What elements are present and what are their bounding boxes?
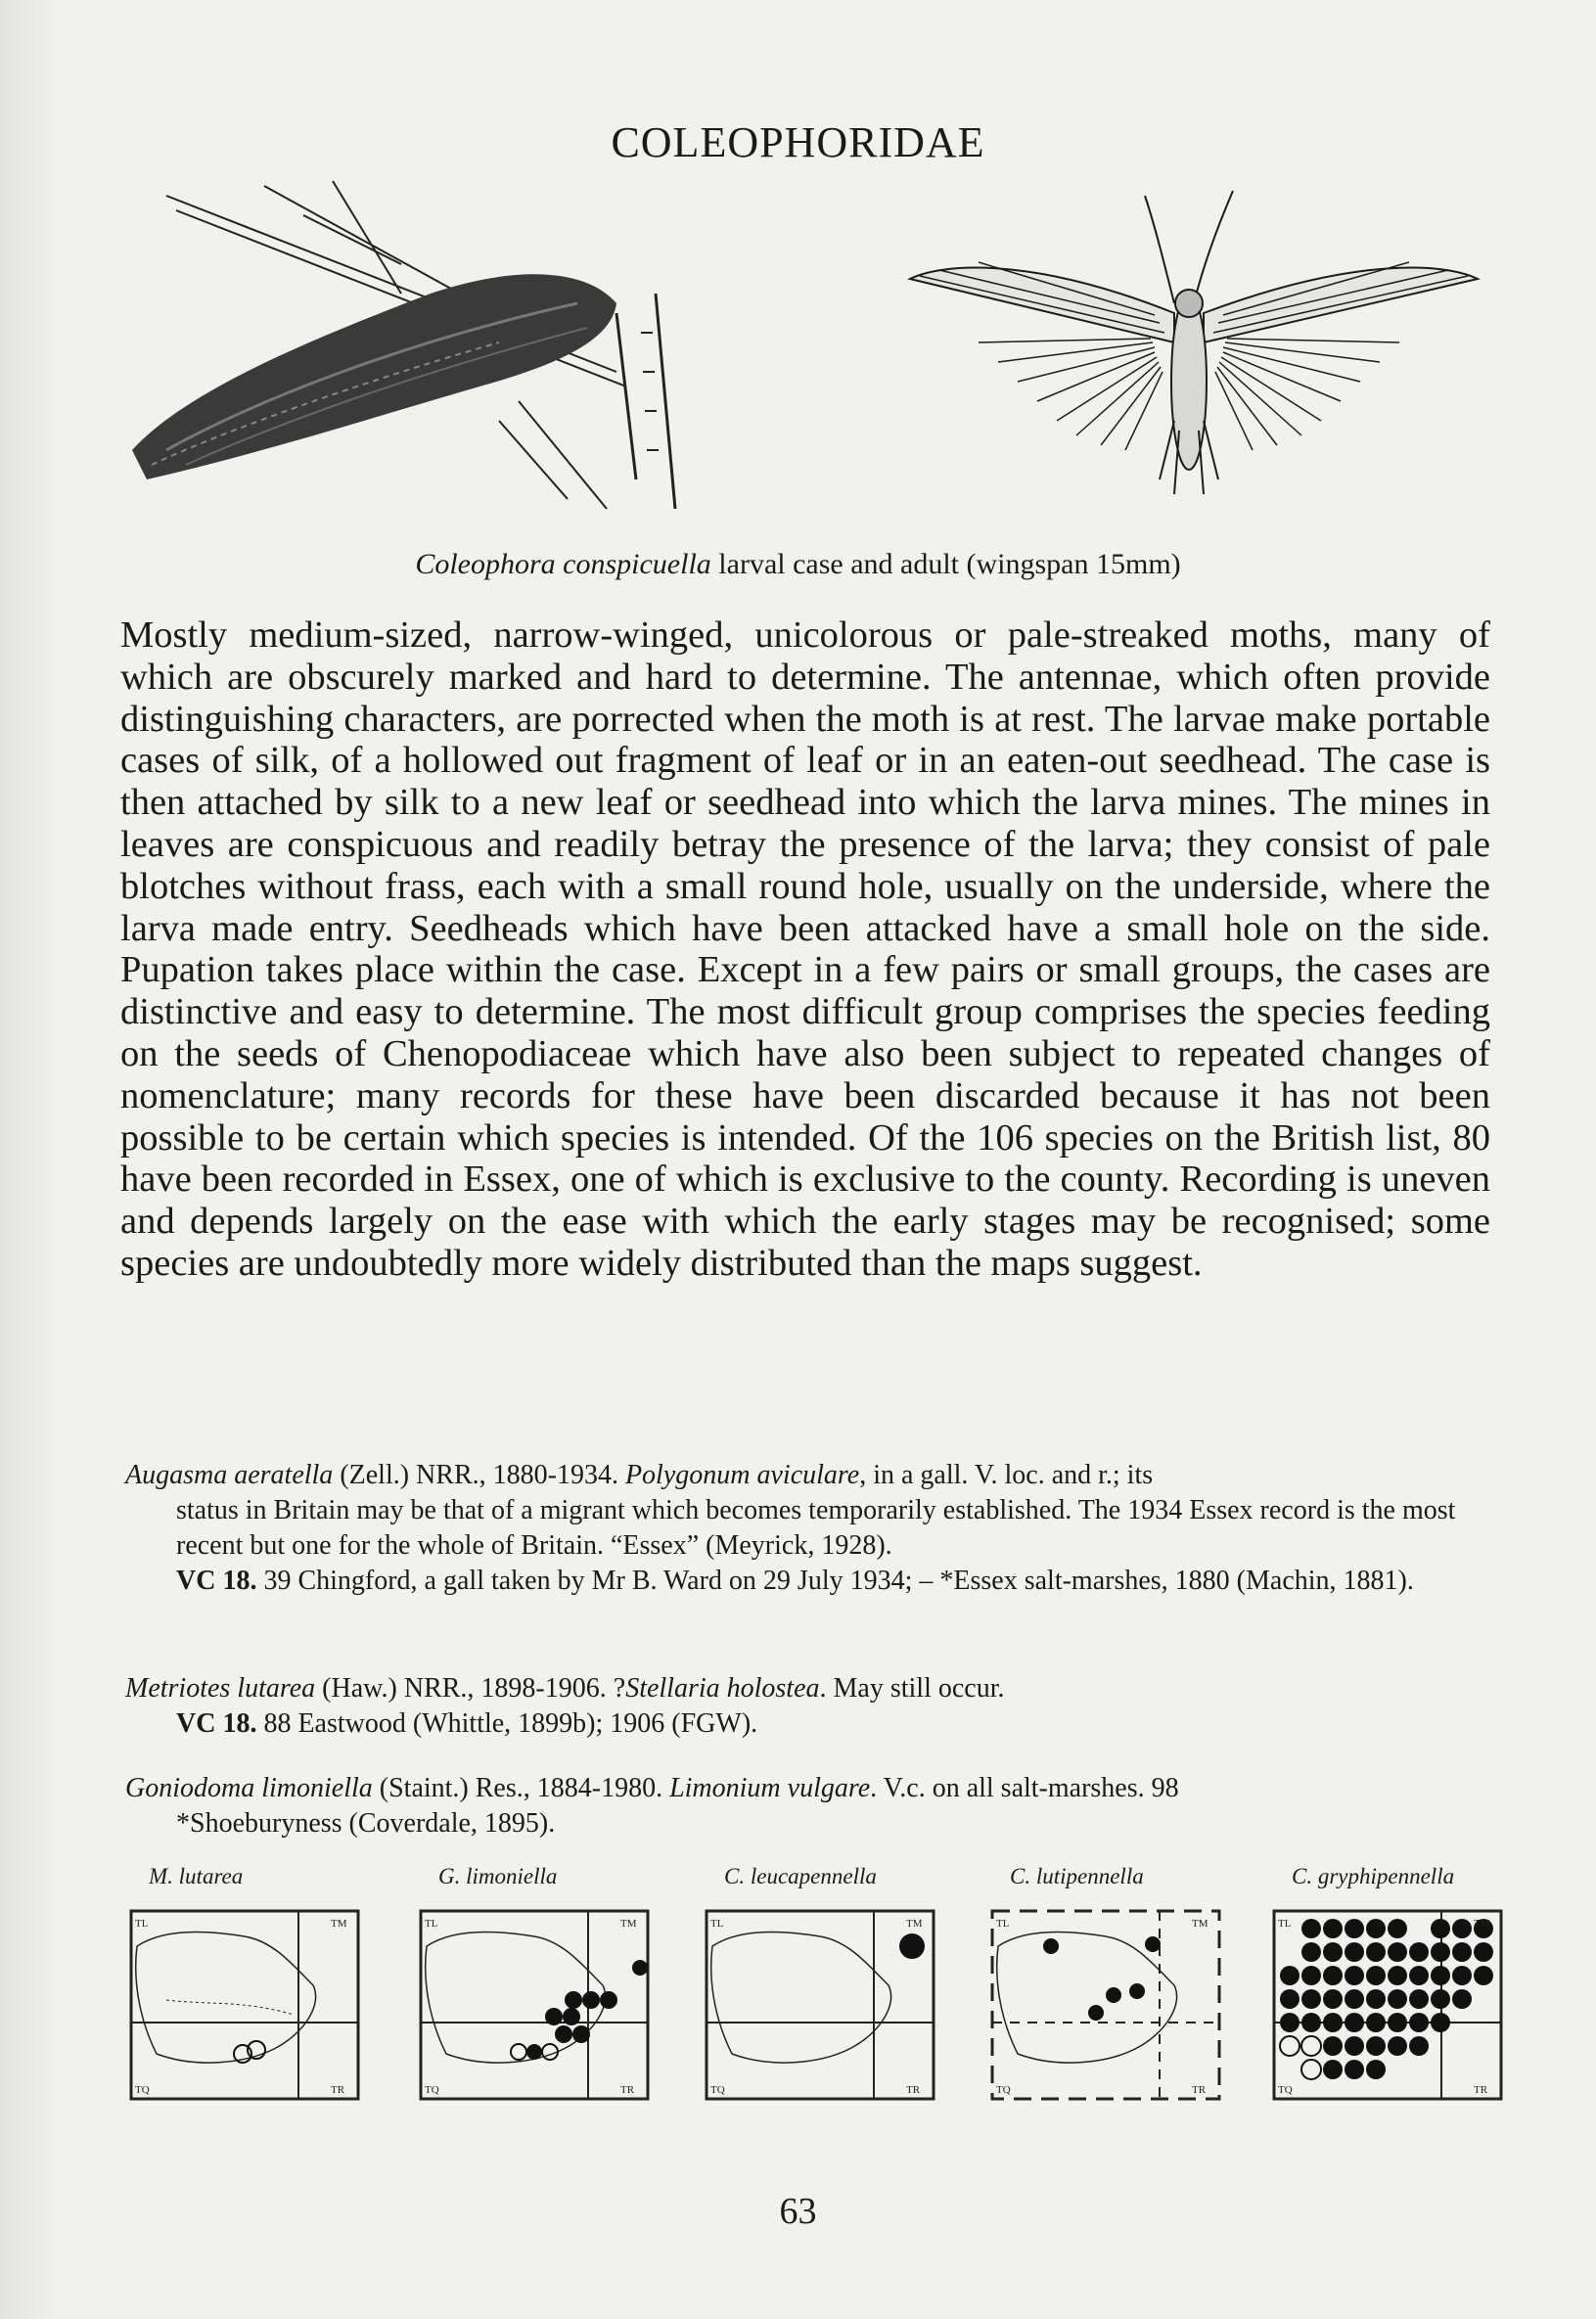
species-records xyxy=(125,1706,1495,1742)
record-dot xyxy=(1366,2013,1386,2032)
record-dot xyxy=(1345,1919,1364,1938)
record-dot xyxy=(1388,2036,1407,2056)
species-status: (Zell.) NRR., 1880-1934. xyxy=(333,1460,625,1490)
species-foodplant: Stellaria holostea xyxy=(625,1673,820,1704)
larval-case-drawing xyxy=(108,176,734,528)
record-dot xyxy=(1452,1966,1472,1985)
grid-label-tq: TQ xyxy=(710,2084,725,2096)
grid-label-tq: TQ xyxy=(996,2084,1011,2096)
record-dot xyxy=(1474,1942,1493,1962)
grid-label-tq: TQ xyxy=(135,2084,150,2096)
map-g-limoniella xyxy=(417,1864,671,2103)
species-status: (Staint.) Res., 1884-1980. xyxy=(372,1773,670,1803)
record-dot xyxy=(1301,1919,1321,1938)
vice-county-label: VC 18. xyxy=(176,1708,257,1739)
record-dot xyxy=(1366,1942,1386,1962)
record-dot xyxy=(1301,2013,1321,2032)
page-edge-shading xyxy=(0,0,59,2319)
species-notes: . V.c. on all salt-marshes. 98 xyxy=(870,1773,1179,1803)
map-label: C. leucapennella xyxy=(724,1864,877,1888)
record-dot xyxy=(1345,1942,1364,1962)
species-notes: . May still occur. xyxy=(819,1673,1005,1704)
grid-label-tm: TM xyxy=(1192,1918,1208,1930)
species-notes: , in a gall. V. loc. and r.; its xyxy=(859,1460,1154,1490)
figure-caption xyxy=(0,548,1596,581)
map-c-gryphipennella xyxy=(1270,1864,1525,2103)
record-dot xyxy=(1323,1942,1343,1962)
record-dot xyxy=(1301,1989,1321,2009)
record-dot xyxy=(1323,1966,1343,1985)
intro-paragraph: Mostly medium-sized, narrow-winged, unicolorous or pale-streaked moths, many of which are obscurely marked and hard to determine. The antennae, which often provide distinguishing characters, are porrected when the moth is at rest. The larvae make portable cases of silk, of a hollowed out fragment of leaf or in an eaten-out seedhead. The case is then attached by silk to a new leaf or seedhead into which the larva mines. The mines in leaves are conspicuous and readily betray the presence of the larva; they consist of pale blotches without frass, each with a small round hole, usually on the underside, where the larva made entry. Seedheads which have been attacked have a small hole on the side. Pupation takes place within the case. Except in a few pairs or small groups, the cases are distinctive and easy to determine. The most difficult group comprises the species feeding on the seeds of Chenopodiaceae which have also been subject to repeated changes of nomenclature; many records for these have been discarded because it has not been possible to be certain which species is intended. Of the 106 species on the British list, 80 have been recorded in Essex, one of which is exclusive to the county. Recording is uneven and depends largely on the ease with which the early stages may be recognised; some species are undoubtedly more widely distributed than the maps suggest. xyxy=(120,614,1490,1284)
record-dot xyxy=(1301,2060,1321,2079)
species-entry-augasma xyxy=(125,1458,1495,1599)
map-label: C. gryphipennella xyxy=(1292,1864,1455,1888)
species-entry-goniodoma xyxy=(125,1771,1495,1842)
grid-label-tr: TR xyxy=(1192,2084,1207,2096)
record-dot xyxy=(1388,2013,1407,2032)
grid-label-tm: TM xyxy=(620,1918,637,1930)
record-dot xyxy=(1366,2060,1386,2079)
distribution-maps xyxy=(127,1864,1497,2118)
record-dot xyxy=(1431,2013,1450,2032)
grid-label-tm: TM xyxy=(1474,1918,1490,1930)
essex-map xyxy=(988,1907,1223,2103)
record-dot xyxy=(1280,2013,1300,2032)
essex-map xyxy=(703,1907,937,2103)
record-dot xyxy=(1323,1989,1343,2009)
record-dot xyxy=(1301,1966,1321,1985)
record-dot xyxy=(1323,2013,1343,2032)
records-text: 39 Chingford, a gall taken by Mr B. Ward on 29 July 1934; – *Essex salt-marshes, 1880 (Machin, 1881). xyxy=(256,1566,1414,1596)
map-c-lutipennella xyxy=(988,1864,1243,2103)
grid-label-tr: TR xyxy=(1474,2084,1488,2096)
record-dot xyxy=(1280,1989,1300,2009)
map-m-lutarea xyxy=(127,1864,382,2103)
record-dot xyxy=(1431,1989,1450,2009)
species-foodplant: Limonium vulgare xyxy=(669,1773,871,1803)
grid-label-tl: TL xyxy=(710,1918,724,1930)
essex-map xyxy=(417,1907,652,2103)
grid-label-tl: TL xyxy=(425,1918,438,1930)
species-name: Augasma aeratella xyxy=(125,1460,334,1490)
grid-label-tl: TL xyxy=(135,1918,149,1930)
grid-label-tr: TR xyxy=(906,2084,921,2096)
record-dot xyxy=(1345,2013,1364,2032)
record-dot xyxy=(1323,2036,1343,2056)
grid-label-tr: TR xyxy=(331,2084,345,2096)
grid-label-tr: TR xyxy=(620,2084,635,2096)
species-entry-metriotes xyxy=(125,1671,1495,1742)
record-dot xyxy=(1388,1919,1407,1938)
map-label: C. lutipennella xyxy=(1010,1864,1144,1888)
record-dot xyxy=(1388,1989,1407,2009)
record-dot xyxy=(1301,2036,1321,2056)
record-dot xyxy=(1474,1966,1493,1985)
record-dot xyxy=(1409,1989,1429,2009)
essex-map xyxy=(127,1907,362,2103)
record-dot xyxy=(1323,1919,1343,1938)
species-status: (Haw.) NRR., 1898-1906. ? xyxy=(315,1673,626,1704)
essex-map xyxy=(1270,1907,1505,2103)
record-dot xyxy=(1345,1966,1364,1985)
map-c-leucapennella xyxy=(703,1864,957,2103)
record-dot xyxy=(1388,1942,1407,1962)
record-dot xyxy=(1409,1966,1429,1985)
record-dot xyxy=(1366,2036,1386,2056)
record-dot xyxy=(1388,1966,1407,1985)
grid-label-tq: TQ xyxy=(1278,2084,1293,2096)
record-dot xyxy=(1431,1942,1450,1962)
vice-county-label: VC 18. xyxy=(176,1566,257,1596)
record-dot xyxy=(1323,2060,1343,2079)
map-label: M. lutarea xyxy=(149,1864,244,1888)
record-dot xyxy=(1280,2036,1300,2056)
record-dot xyxy=(1452,1919,1472,1938)
record-dot xyxy=(1345,1989,1364,2009)
record-dot xyxy=(1345,2036,1364,2056)
record-dot xyxy=(1452,1989,1472,2009)
caption-text: larval case and adult (wingspan 15mm) xyxy=(710,548,1181,580)
record-dot xyxy=(1409,2036,1429,2056)
record-dot xyxy=(1366,1966,1386,1985)
grid-label-tl: TL xyxy=(1278,1918,1292,1930)
grid-label-tm: TM xyxy=(331,1918,347,1930)
record-dot xyxy=(1345,2060,1364,2079)
page-number: 63 xyxy=(779,2191,817,2232)
record-dot xyxy=(1366,1989,1386,2009)
record-dot xyxy=(1431,1919,1450,1938)
record-dot xyxy=(1409,2013,1429,2032)
record-dot xyxy=(1366,1919,1386,1938)
species-name: Goniodoma limoniella xyxy=(125,1773,373,1803)
species-records: *Shoeburyness (Coverdale, 1895). xyxy=(176,1808,556,1839)
record-dot xyxy=(1280,1966,1300,1985)
record-dot xyxy=(1409,1942,1429,1962)
records-text: 88 Eastwood (Whittle, 1899b); 1906 (FGW). xyxy=(256,1708,758,1739)
record-dot xyxy=(1452,1942,1472,1962)
case-body xyxy=(132,274,616,479)
species-name: Metriotes lutarea xyxy=(125,1673,316,1704)
map-label: G. limoniella xyxy=(438,1864,558,1888)
grid-label-tq: TQ xyxy=(425,2084,439,2096)
grid-label-tl: TL xyxy=(996,1918,1010,1930)
record-dot xyxy=(1301,1942,1321,1962)
species-foodplant: Polygonum aviculare xyxy=(624,1460,860,1490)
grid-label-tm: TM xyxy=(906,1918,923,1930)
caption-species: Coleophora conspicuella xyxy=(415,548,711,580)
species-records xyxy=(125,1564,1495,1599)
moth-drawing xyxy=(881,186,1507,509)
record-dot xyxy=(1431,1966,1450,1985)
species-notes-continued: status in Britain may be that of a migrant which becomes temporarily established. The 1934 Essex record is the most recent but one for the whole of Britain. “Essex” (Meyrick, 1928). xyxy=(176,1495,1456,1561)
family-heading: COLEOPHORIDAE xyxy=(611,118,985,166)
